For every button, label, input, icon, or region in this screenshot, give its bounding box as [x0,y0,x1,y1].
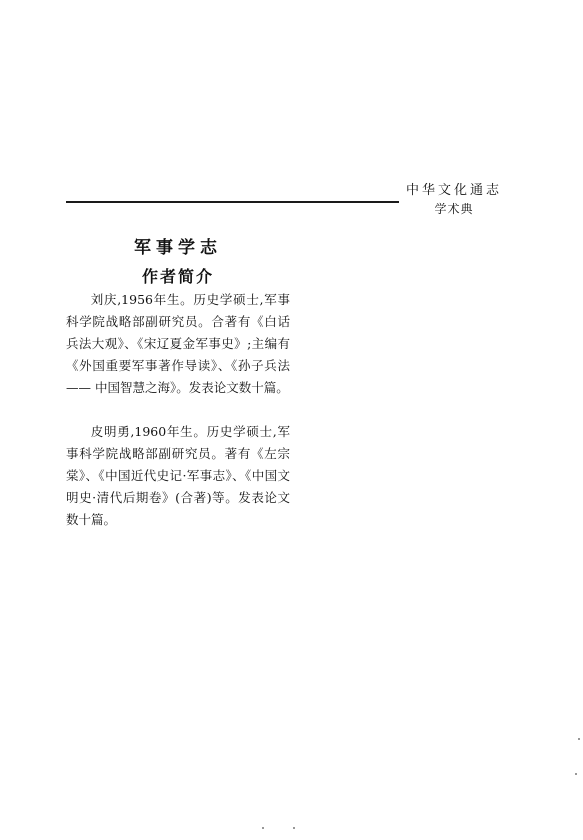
scan-speck [578,738,580,740]
scan-speck [262,827,264,829]
scan-speck [293,827,295,829]
author-bio [66,421,290,531]
series-subtitle: 学术典 [434,202,474,216]
section-title: 作者简介 [141,267,214,286]
scan-speck [575,773,577,775]
series-title: 中华文化通志 [405,183,502,198]
header-rule [66,201,399,203]
author-bio-text: 刘庆,1956年生。历史学硕士,军事科学院战略部副研究员。合著有《白话兵法大观》、《宋辽夏金军事史》;主编有《外国重要军事著作导读》、《孙子兵法—— 中国智慧之海》。发表论文数十篇。 [66,292,290,395]
author-bio [66,289,290,399]
book-title: 军事学志 [134,238,222,258]
author-bio-text: 皮明勇,1960年生。历史学硕士,军事科学院战略部副研究员。著有《左宗棠》、《中国近代史记·军事志》、《中国文明史·清代后期卷》(合著)等。发表论文数十篇。 [66,424,290,527]
series-header [399,181,509,219]
